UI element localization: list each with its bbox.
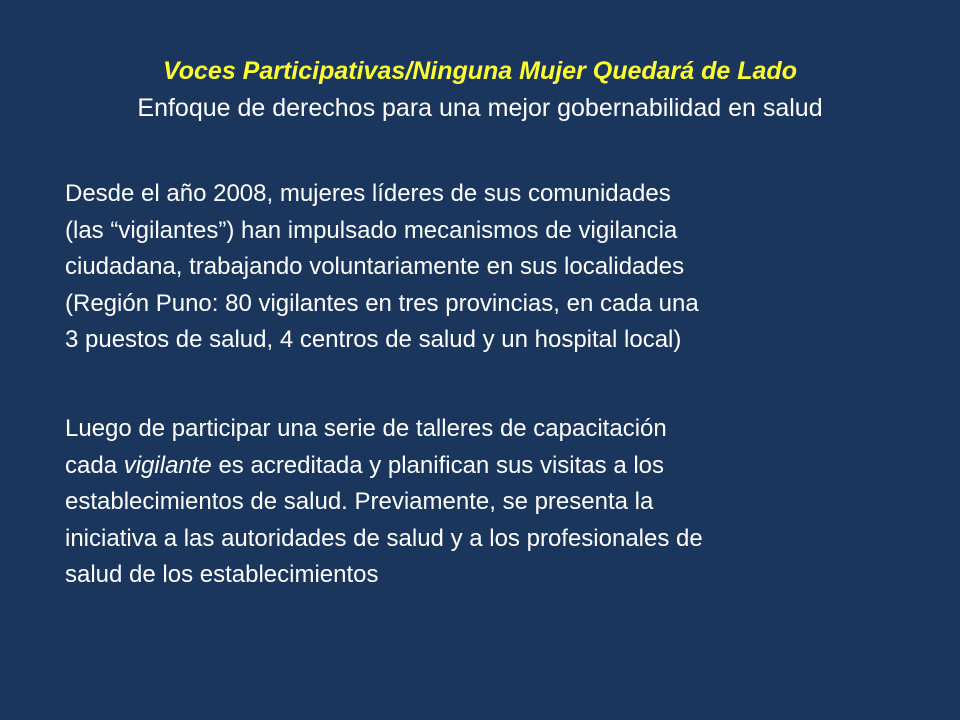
paragraph-line <box>65 448 935 485</box>
paragraph-line: Luego de participar una serie de talleres de capacitación <box>65 415 667 442</box>
paragraph-line: establecimientos de salud. Previamente, se presenta la <box>65 488 654 515</box>
slide-subtitle: Enfoque de derechos para una mejor gobernabilidad en salud <box>137 94 823 122</box>
text-fragment: es acreditada y planifican sus visitas a los <box>211 451 665 479</box>
paragraph-line: iniciativa a las autoridades de salud y a los profesionales de <box>65 524 703 552</box>
paragraph-line: 3 puestos de salud, 4 centros de salud y un hospital local) <box>65 326 682 353</box>
paragraph-line: Desde el año 2008, mujeres líderes de sus comunidades <box>65 180 671 207</box>
text-fragment: cada <box>65 451 124 479</box>
paragraph-vigilantes-background <box>65 176 935 359</box>
paragraph-line: ciudadana, trabajando voluntariamente en sus localidades <box>65 253 685 280</box>
slide-title: Voces Participativas/Ninguna Mujer Quedará de Lado <box>163 57 797 85</box>
paragraph-line: (Región Puno: 80 vigilantes en tres provincias, en cada una <box>65 289 699 317</box>
paragraph-line: salud de los establecimientos <box>65 561 379 588</box>
paragraph-line: (las “vigilantes”) han impulsado mecanismos de vigilancia <box>65 216 678 244</box>
italic-term: vigilante <box>123 451 212 479</box>
paragraph-training-process <box>65 411 935 594</box>
